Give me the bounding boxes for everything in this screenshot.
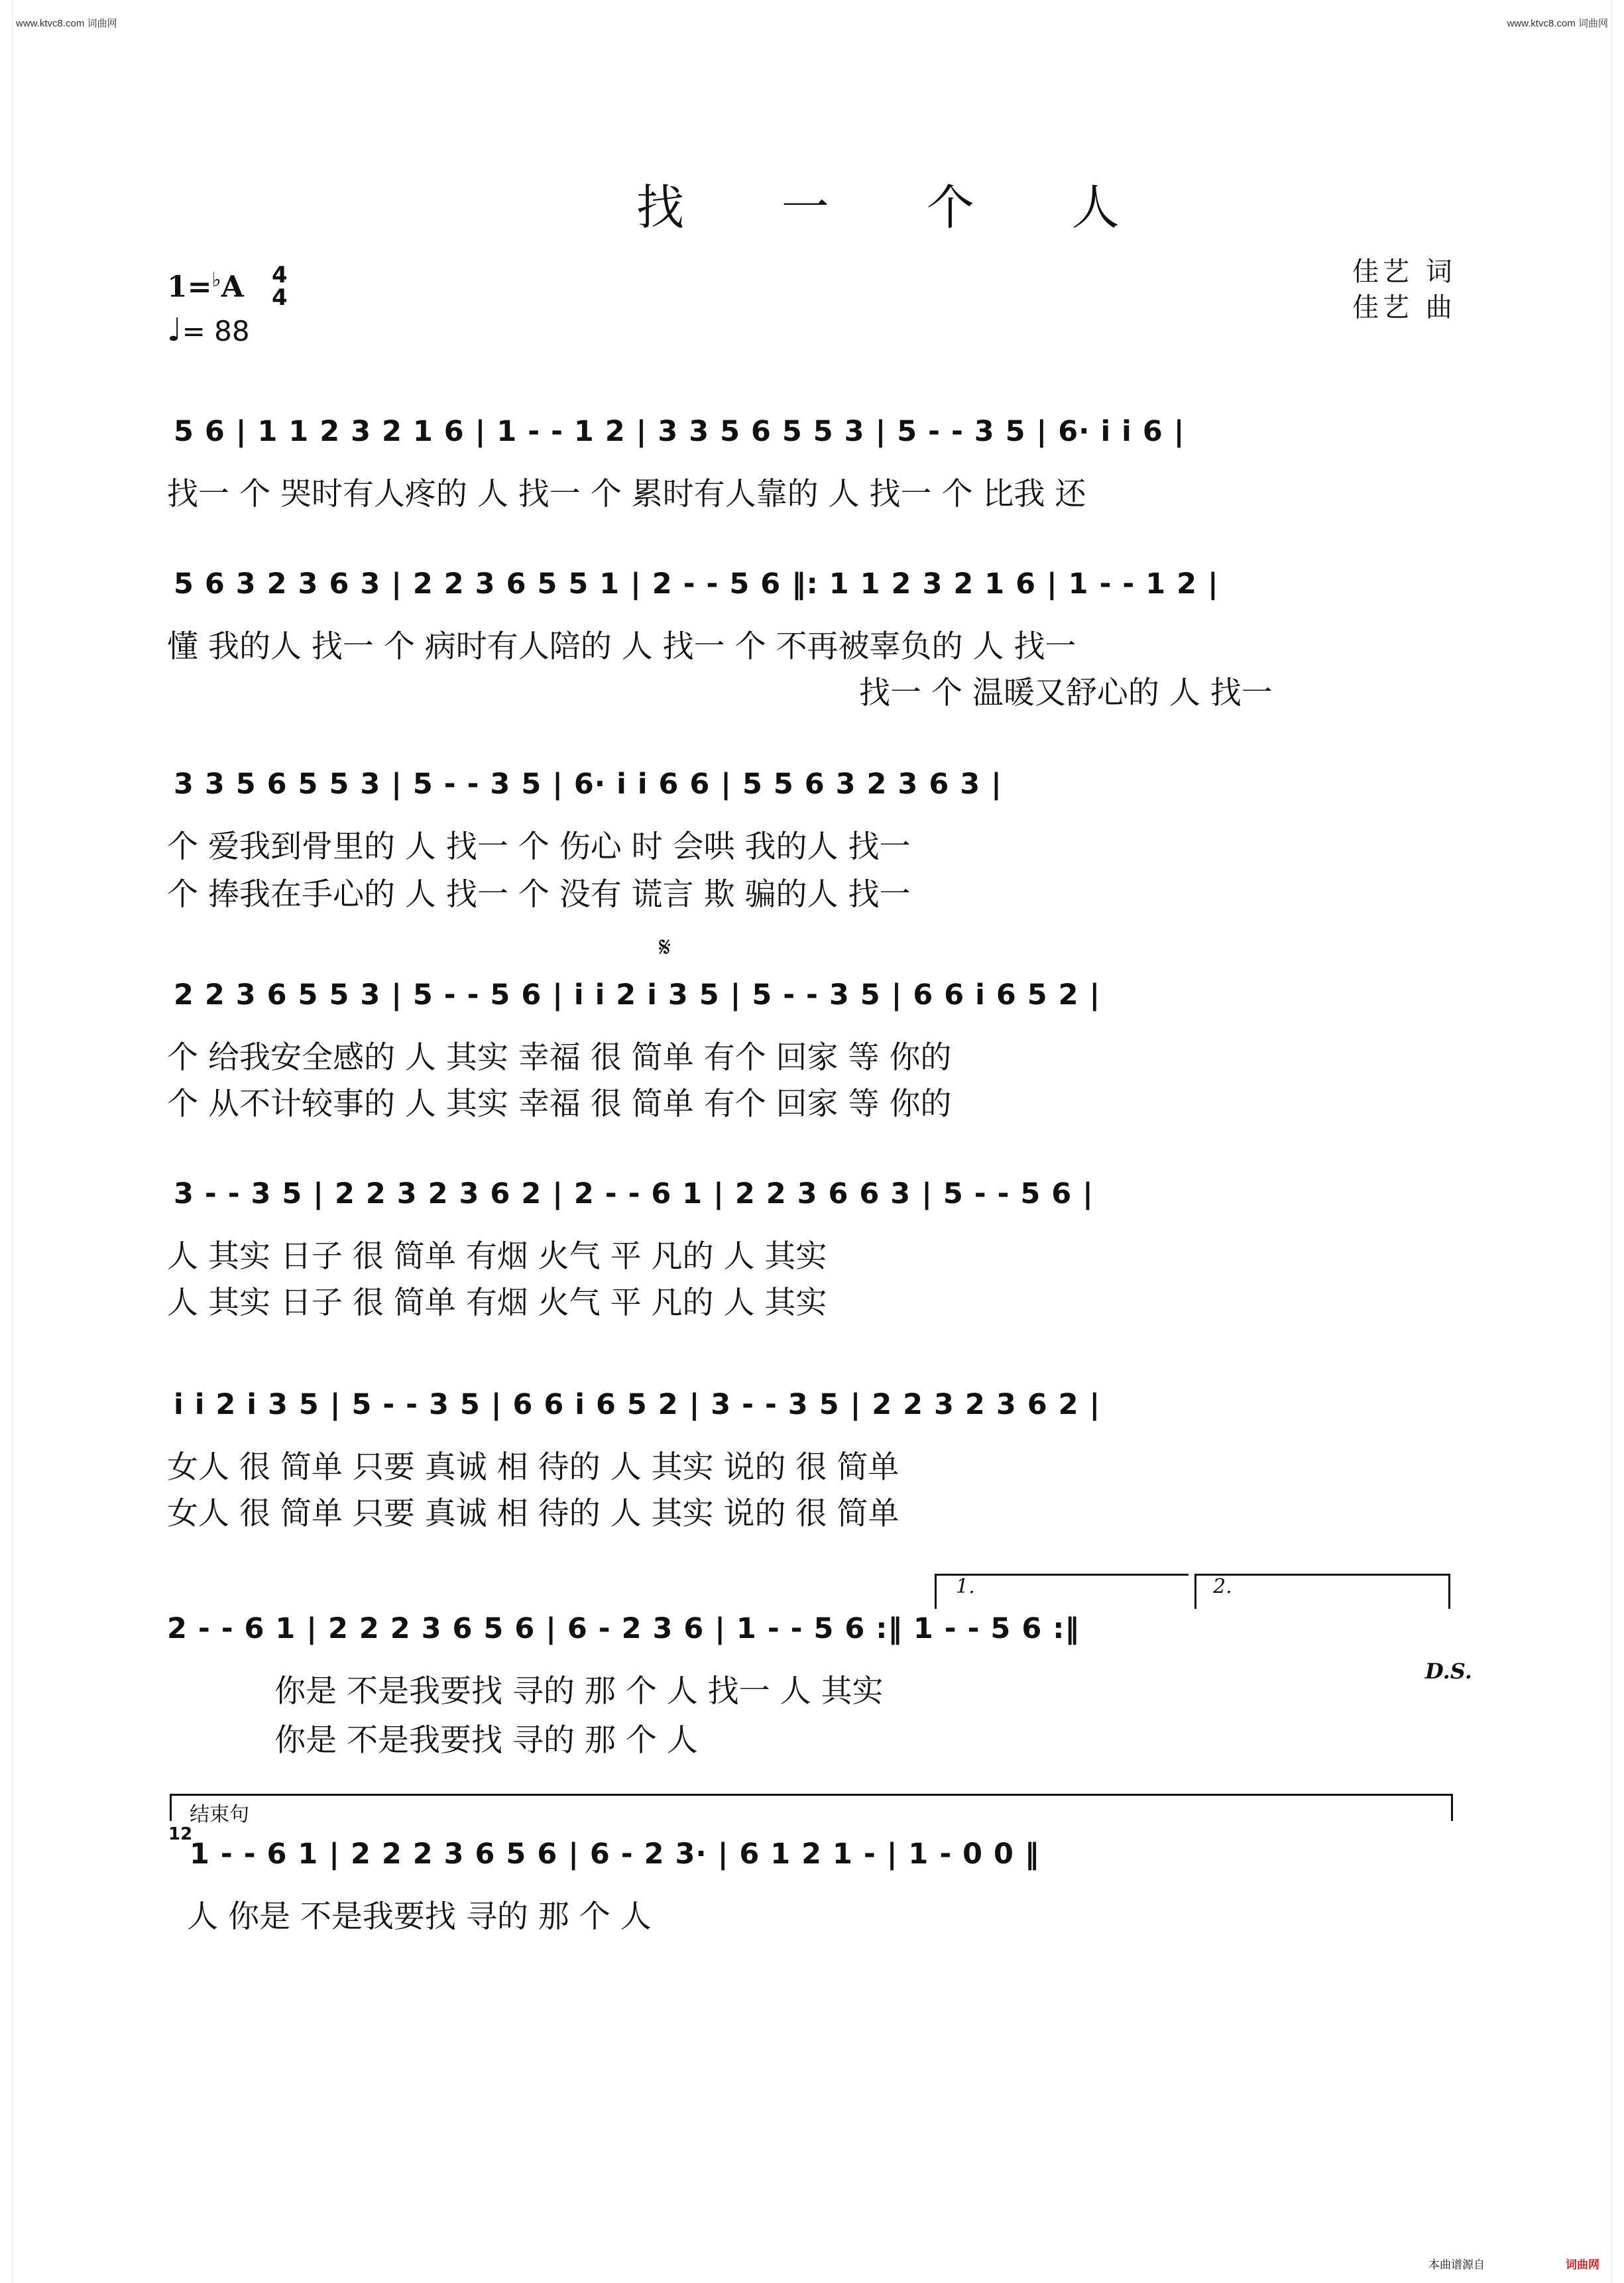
- tempo-value: = 88: [182, 315, 250, 347]
- left-margin-strip: [0, 0, 13, 2283]
- system-8-notes: 1 - - 6 1 | 2 2 2 3 6 5 6 | 6 - 2 3· | 6 1 2 1 - | 1 - 0 0 ‖: [190, 1838, 1040, 1871]
- system-1-notes: 5 6 | 1 1 2 3 2 1 6 | 1 - - 1 2 | 3 3 5 6 5 5 3 | 5 - - 3 5 | 6· i i 6 |: [174, 415, 1185, 448]
- system-4-lyrics-verse2: 个 从不计较事的 人 其实 幸福 很 简单 有个 回家 等 你的: [167, 1086, 952, 1122]
- system-6-notes: i i 2 i 3 5 | 5 - - 3 5 | 6 6 i 6 5 2 | 3 - - 3 5 | 2 2 3 2 3 6 2 |: [174, 1388, 1101, 1421]
- right-margin-strip: [1611, 0, 1624, 2283]
- key-signature: [167, 268, 244, 304]
- system-2-lyrics-verse1: 懂 我的人 找一 个 病时有人陪的 人 找一 个 不再被辜负的 人 找一: [167, 628, 1076, 665]
- system-7-lyrics-verse2: 你是 不是我要找 寻的 那 个 人: [274, 1722, 698, 1759]
- twelve-mark: 12: [168, 1824, 193, 1844]
- time-denominator: 4: [272, 284, 288, 311]
- composer-credit: 佳艺 曲: [1352, 292, 1456, 323]
- system-4-lyrics-verse1: 个 给我安全感的 人 其实 幸福 很 简单 有个 回家 等 你的: [167, 1039, 952, 1076]
- system-1-lyrics-verse1: 找一 个 哭时有人疼的 人 找一 个 累时有人靠的 人 找一 个 比我 还: [167, 476, 1086, 512]
- time-signature: [272, 264, 288, 309]
- system-3-lyrics-verse1: 个 爱我到骨里的 人 找一 个 伤心 时 会哄 我的人 找一: [167, 829, 911, 865]
- system-8-lyrics-verse1: 人 你是 不是我要找 寻的 那 个 人: [187, 1899, 652, 1935]
- segno-sign: 𝄋: [659, 931, 671, 963]
- ending-label: 结束句: [190, 1803, 249, 1826]
- system-2-lyrics-verse2: 找一 个 温暖又舒心的 人 找一: [859, 675, 1273, 711]
- lyricist-credit: 佳艺 词: [1352, 257, 1456, 287]
- system-3-lyrics-verse2: 个 捧我在手心的 人 找一 个 没有 谎言 欺 骗的人 找一: [167, 876, 911, 913]
- volta-1-label: 1.: [956, 1575, 975, 1598]
- system-3-notes: 3 3 5 6 5 5 3 | 5 - - 3 5 | 6· i i 6 6 | 5 5 6 3 2 3 6 3 |: [174, 768, 1002, 801]
- flat-sign: ♭: [211, 268, 221, 292]
- system-5-lyrics-verse1: 人 其实 日子 很 简单 有烟 火气 平 凡的 人 其实: [167, 1238, 827, 1275]
- song-title: 找 一 个 人: [636, 180, 1161, 235]
- system-2-notes: 5 6 3 2 3 6 3 | 2 2 3 6 5 5 1 | 2 - - 5 6 ‖: 1 1 2 3 2 1 6 | 1 - - 1 2 |: [174, 567, 1219, 601]
- quarter-note-icon: ♩: [167, 312, 182, 349]
- system-7-lyrics-verse1: 你是 不是我要找 寻的 那 个 人 找一 人 其实: [274, 1673, 884, 1710]
- volta-2-label: 2.: [1213, 1575, 1232, 1598]
- key-letter: A: [221, 270, 244, 304]
- header-site-left[interactable]: www.ktvc8.com 词曲网: [16, 18, 117, 29]
- header-site-right[interactable]: www.ktvc8.com 词曲网: [1507, 18, 1608, 29]
- footer-source-label: 本曲谱源自: [1428, 2258, 1485, 2272]
- time-numerator: 4: [272, 262, 288, 288]
- system-6-lyrics-verse1: 女人 很 简单 只要 真诚 相 待的 人 其实 说的 很 简单: [167, 1449, 899, 1486]
- footer-site-logo[interactable]: 词曲网: [1566, 2258, 1599, 2272]
- key-prefix: 1=: [167, 270, 212, 304]
- volta-bracket-2: [1194, 1574, 1450, 1609]
- ds-marking: D.S.: [1425, 1659, 1472, 1684]
- system-6-lyrics-verse2: 女人 很 简单 只要 真诚 相 待的 人 其实 说的 很 简单: [167, 1495, 899, 1532]
- system-5-lyrics-verse2: 人 其实 日子 很 简单 有烟 火气 平 凡的 人 其实: [167, 1285, 827, 1321]
- ending-bracket: [170, 1794, 1453, 1821]
- system-4-notes: 2 2 3 6 5 5 3 | 5 - - 5 6 | i i 2 i 3 5 | 5 - - 3 5 | 6 6 i 6 5 2 |: [174, 978, 1101, 1012]
- system-7-notes: 2 - - 6 1 | 2 2 2 3 6 5 6 | 6 - 2 3 6 | 1 - - 5 6 :‖ 1 - - 5 6 :‖: [167, 1612, 1080, 1645]
- system-5-notes: 3 - - 3 5 | 2 2 3 2 3 6 2 | 2 - - 6 1 | 2 2 3 6 6 3 | 5 - - 5 6 |: [174, 1177, 1094, 1210]
- tempo-marking: [167, 312, 250, 349]
